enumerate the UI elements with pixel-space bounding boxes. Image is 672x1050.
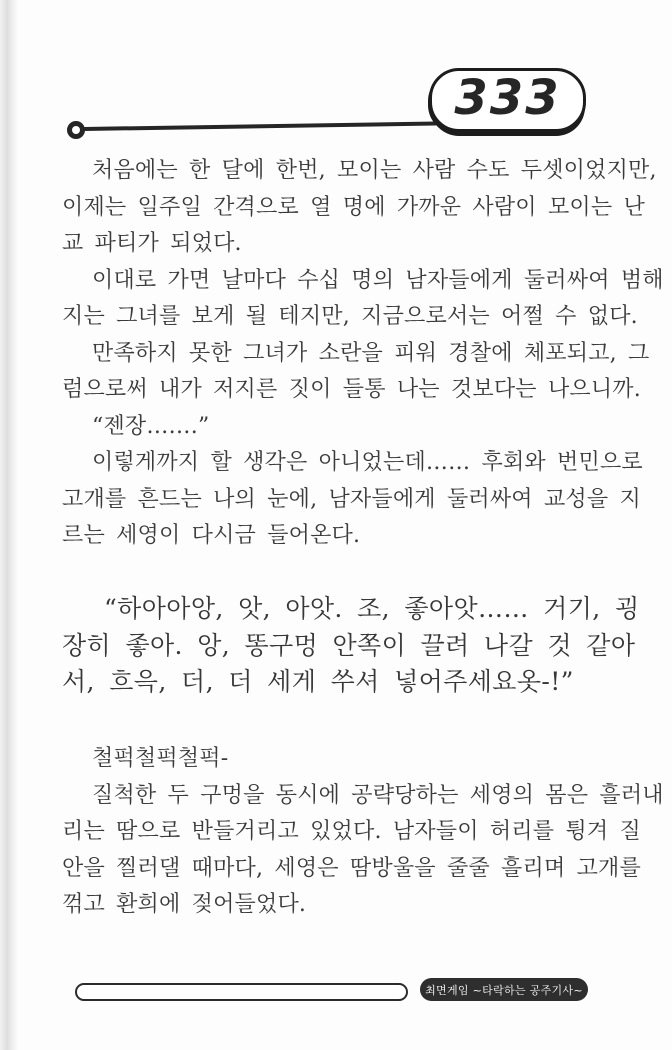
dialogue-line: 서, 흐윽, 더, 더 세게 쑤셔 넣어주세요옷-!” (62, 667, 574, 696)
footer-chapter-pill (75, 983, 408, 1001)
dialogue-line: 장히 좋아. 앙, 똥구멍 안쪽이 끌려 나갈 것 같아 (62, 630, 636, 660)
text-line: 고개를 흔드는 나의 눈에, 남자들에게 둘러싸여 교성을 지 (62, 486, 641, 512)
text-line: 교 파티가 되었다. (62, 231, 242, 256)
page-number: 333 (454, 70, 561, 126)
text-line: 만족하지 못한 그녀가 소란을 피워 경찰에 체포되고, 그 (92, 340, 650, 366)
text-line: 이제는 일주일 간격으로 열 명에 가까운 사람이 모이는 난 (62, 194, 645, 220)
text-line: 처음에는 한 달에 한번, 모이는 사람 수도 두셋이었지만, (92, 158, 657, 183)
footer-series-title-badge (420, 978, 588, 1001)
text-line: 리는 땀으로 반들거리고 있었다. 남자들이 허리를 튕겨 질 (62, 819, 641, 844)
text-line: 르는 세영이 다시금 들어온다. (62, 523, 361, 548)
header-rule-ring (67, 121, 85, 139)
text-line: 꺾고 환희에 젖어들었다. (62, 892, 307, 917)
text-line: 이렇게까지 할 생각은 아니었는데…… 후회와 번민으로 (92, 450, 643, 475)
text-line: 이대로 가면 날마다 수십 명의 남자들에게 둘러싸여 범해 (92, 267, 664, 293)
dialogue-block (62, 591, 640, 701)
text-line: 지는 그녀를 보게 될 테지만, 지금으로서는 어쩔 수 없다. (62, 304, 638, 329)
paragraph-block-2 (62, 741, 664, 924)
text-line: 안을 찔러댈 때마다, 세영은 땀방울을 줄줄 흘리며 고개를 (62, 855, 641, 881)
text-line: “젠장…….” (92, 413, 210, 439)
dialogue-line: “하아아앙, 앗, 아앗. 조, 좋아앗…… 거기, 굉 (104, 594, 640, 623)
text-line: 철퍽철퍽철퍽- (92, 746, 229, 771)
header-rule-line (84, 121, 436, 130)
series-title: 최면게임 ~타락하는 공주기사~ (425, 983, 583, 997)
page-number-badge (429, 68, 586, 132)
paragraph-block-1 (62, 153, 664, 555)
text-line: 럼으로써 내가 저지른 짓이 들통 나는 것보다는 나으니까. (62, 377, 641, 402)
page-edge-shadow (0, 0, 18, 1050)
text-line: 질척한 두 구멍을 동시에 공략당하는 세영의 몸은 흘러내 (92, 782, 664, 808)
